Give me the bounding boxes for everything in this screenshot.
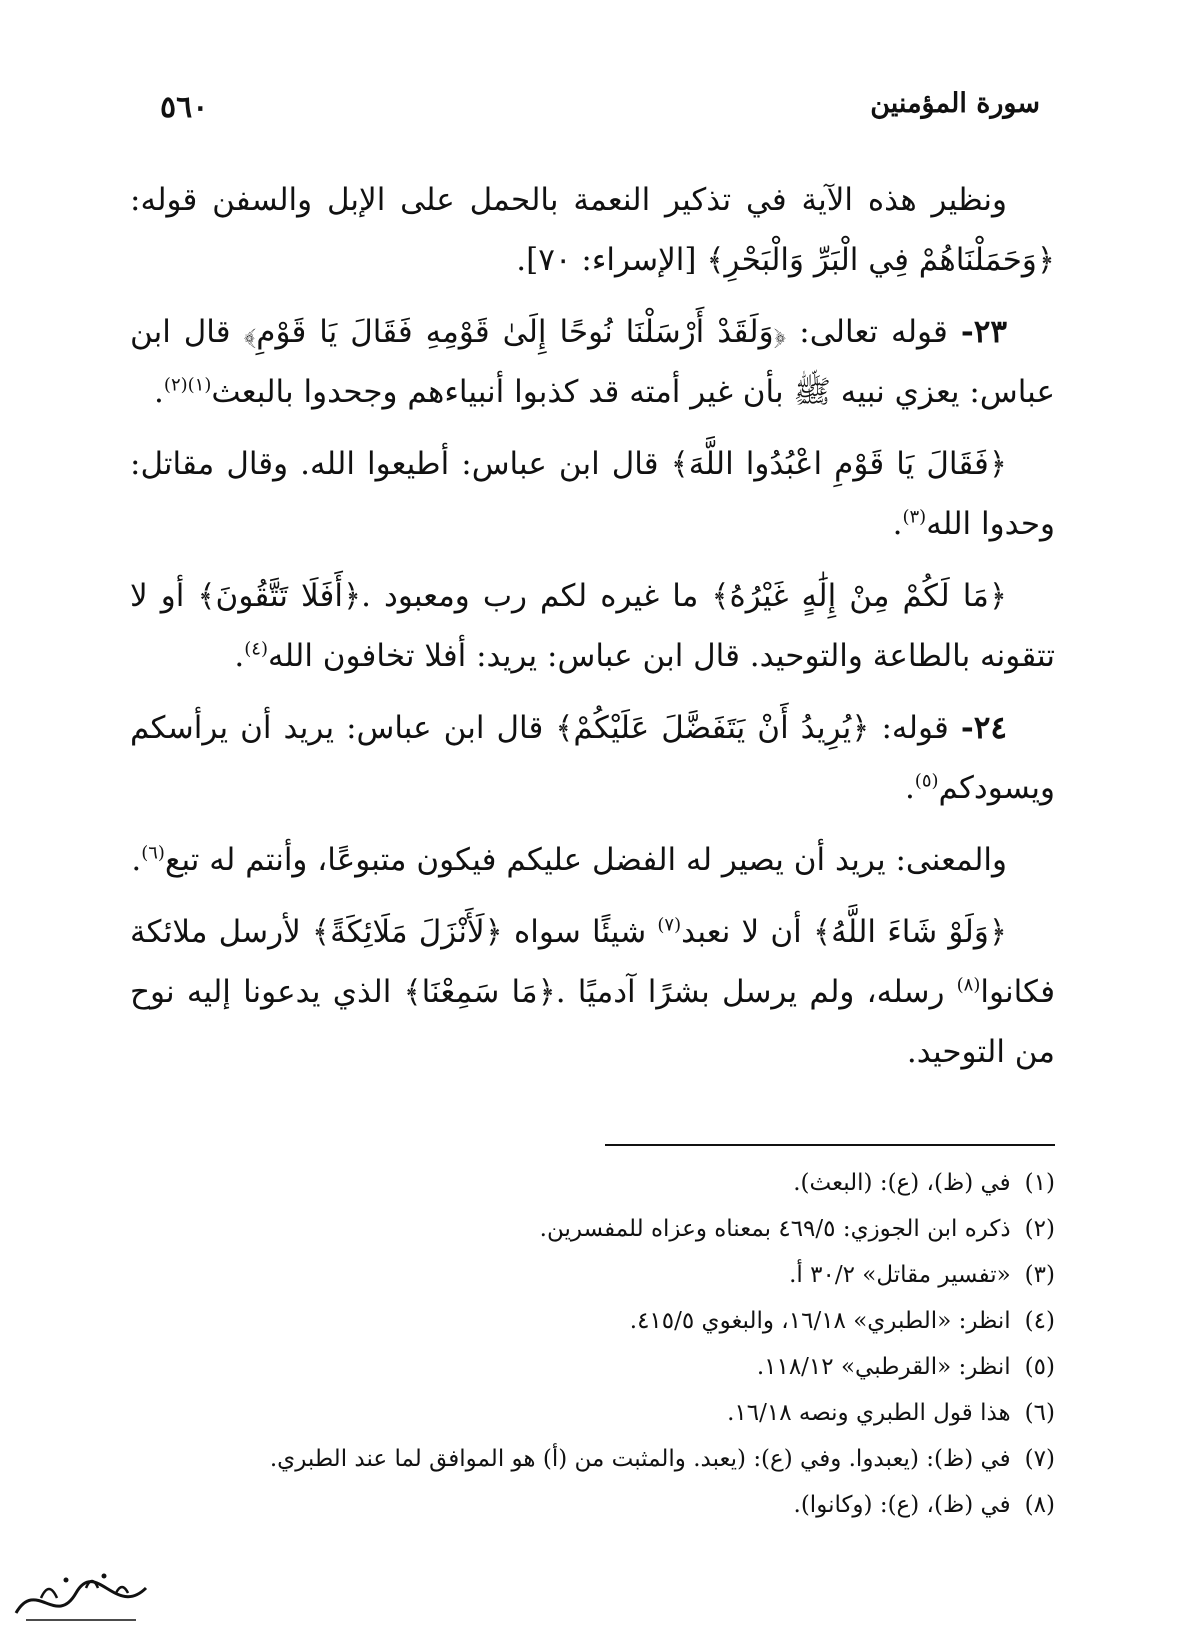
footnote-ref: (٨) — [956, 974, 981, 996]
footnote-item: (٥)انظر: «القرطبي» ١١٨/١٢. — [756, 1354, 1055, 1380]
surah-title: سورة المؤمنين — [870, 88, 1040, 119]
paragraph-7: ﴿وَلَوْ شَاءَ اللَّهُ﴾ أن لا نعبد$^{(٧)}$ شيئًا سواه ﴿لَأَنْزَلَ مَلَائِكَةً﴾ لأرسل ملائكة فكانوا$^{(٨)}$ رسله، ولم يرسل بشرًا آدميًا .﴿مَا سَمِعْنَا﴾ الذي يدعونا إليه نوح من التوحيد. — [130, 914, 1056, 1070]
footnote-ref: (٤) — [244, 638, 268, 660]
verse-number: ٢٤- — [960, 710, 1007, 746]
paragraph-verse-23: ٢٣- قوله تعالى: ﴿وَلَقَدْ أَرْسَلْنَا نُوحًا إِلَىٰ قَوْمِهِ فَقَالَ يَا قَوْمِ﴾ قال ابن عباس: يعزي نبيه ﷺ بأن غير أمته قد كذبوا أنبياءهم وجحدوا بالبعث$^{(١)(٢)}$. — [130, 314, 1055, 410]
footnote-ref: (٣) — [902, 506, 927, 528]
paragraph-verse-24: ٢٤- قوله: ﴿يُرِيدُ أَنْ يَتَفَضَّلَ عَلَيْكُمْ﴾ قال ابن عباس: يريد أن يرأسكم ويسودكم$^{(٥)}$. — [130, 710, 1055, 806]
footnote-item: (٨)في (ظ)، (ع): (وكانوا). — [793, 1492, 1055, 1518]
paragraph-6: والمعنى: يريد أن يصير له الفضل عليكم فيكون متبوعًا، وأنتم له تبع$^{(٦)}$. — [131, 842, 1007, 878]
footnote-item: (٤)انظر: «الطبري» ١٦/١٨، والبغوي ٤١٥/٥. — [629, 1308, 1055, 1334]
main-text — [130, 170, 1055, 1094]
footnote-ref: (٦) — [141, 842, 165, 864]
footnote-item: (٦)هذا قول الطبري ونصه ١٦/١٨. — [727, 1400, 1055, 1426]
footnote-ref: (١)(٢) — [163, 374, 212, 396]
footnote-item: (٢)ذكره ابن الجوزي: ٤٦٩/٥ بمعناه وعزاه للمفسرين. — [539, 1216, 1055, 1242]
footnote-ref: (٧) — [657, 914, 682, 936]
footnote-item: (٣)«تفسير مقاتل» ٣٠/٢ أ. — [789, 1262, 1055, 1288]
footnotes — [130, 1160, 1055, 1528]
page-header — [160, 82, 1040, 138]
footnote-item: (١)في (ظ)، (ع): (البعث). — [793, 1170, 1055, 1196]
publisher-logo — [6, 1558, 156, 1638]
paragraph-3: ﴿فَقَالَ يَا قَوْمِ اعْبُدُوا اللَّهَ﴾ قال ابن عباس: أطيعوا الله. وقال مقاتل: وحدوا الله$^{(٣)}$. — [130, 446, 1055, 542]
footnote-divider — [605, 1144, 1055, 1146]
footnote-item: (٧)في (ظ): (يعبدوا. وفي (ع): (يعبد. والمثبت من (أ) هو الموافق لما عند الطبري. — [269, 1446, 1055, 1472]
page-number: ٥٦٠ — [160, 90, 209, 125]
footnote-ref: (٥) — [914, 770, 939, 792]
verse-number: ٢٣- — [960, 314, 1008, 350]
paragraph-4: ﴿مَا لَكُمْ مِنْ إِلَٰهٍ غَيْرُهُ﴾ ما غيره لكم رب ومعبود .﴿أَفَلَا تَتَّقُونَ﴾ أو لا تتقونه بالطاعة والتوحيد. قال ابن عباس: يريد: أفلا تخافون الله$^{(٤)}$. — [130, 578, 1055, 674]
paragraph-1: ونظير هذه الآية في تذكير النعمة بالحمل على الإبل والسفن قوله: ﴿وَحَمَلْنَاهُمْ فِي الْبَرِّ وَالْبَحْرِ﴾ [الإسراء: ٧٠]. — [130, 182, 1055, 278]
